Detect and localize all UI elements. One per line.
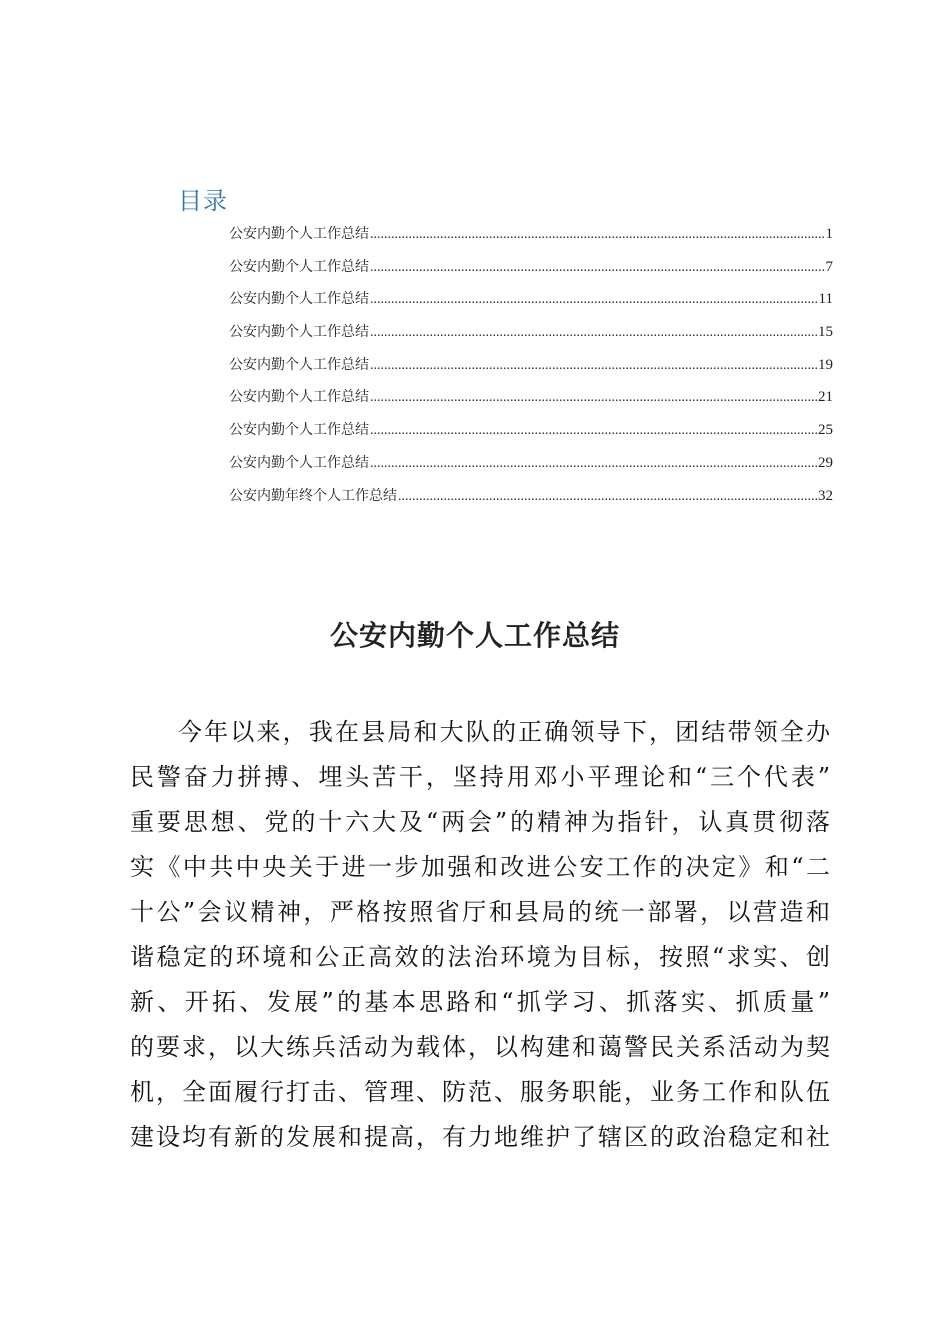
toc-entry[interactable] — [229, 354, 833, 387]
toc-entry[interactable] — [229, 288, 833, 321]
paragraph-line: 今年以来，我在县局和大队的正确领导下，团结带领全办 — [178, 718, 830, 746]
paragraph-line: 机，全面履行打击、管理、防范、服务职能，业务工作和队伍 — [130, 1078, 830, 1106]
paragraph-line: 新、开拓、发展”的基本思路和“抓学习、抓落实、抓质量” — [130, 988, 830, 1016]
toc-entry-title: 公安内勤个人工作总结 — [229, 454, 369, 471]
toc-dot-leader — [370, 423, 817, 439]
body-paragraph — [130, 710, 830, 1160]
paragraph-line: 的要求，以大练兵活动为载体，以构建和蔼警民关系活动为契 — [130, 1033, 830, 1061]
toc-entry[interactable] — [229, 223, 833, 256]
toc-entry[interactable] — [229, 419, 833, 452]
toc-entry-page: 11 — [818, 291, 833, 308]
paragraph-line: 十公”会议精神，严格按照省厅和县局的统一部署，以营造和 — [130, 898, 830, 926]
toc-entry-page: 1 — [825, 226, 833, 242]
toc-entry-title: 公安内勤个人工作总结 — [229, 258, 369, 275]
toc-list — [229, 223, 833, 517]
toc-dot-leader — [370, 358, 817, 374]
toc-dot-leader — [370, 292, 818, 308]
toc-entry[interactable] — [229, 452, 833, 485]
toc-dot-leader — [370, 325, 817, 341]
toc-entry[interactable] — [229, 321, 833, 354]
paragraph-line: 实《中共中央关于进一步加强和改进公安工作的决定》和“二 — [130, 853, 830, 881]
toc-entry-title: 公安内勤个人工作总结 — [229, 291, 369, 308]
toc-entry-title: 公安内勤年终个人工作总结 — [229, 487, 397, 504]
toc-entry-title: 公安内勤个人工作总结 — [229, 356, 369, 373]
toc-entry-page: 19 — [818, 356, 833, 373]
toc-entry[interactable] — [229, 256, 833, 289]
toc-entry-title: 公安内勤个人工作总结 — [229, 226, 369, 242]
toc-entry-page: 29 — [818, 454, 833, 471]
toc-entry-page: 21 — [818, 389, 833, 406]
toc-heading: 目录 — [178, 187, 228, 215]
paragraph-line: 建设均有新的发展和提高，有力地维护了辖区的政治稳定和社 — [130, 1123, 830, 1151]
toc-dot-leader — [370, 390, 817, 406]
toc-entry-title: 公安内勤个人工作总结 — [229, 422, 369, 439]
toc-dot-leader — [370, 260, 825, 276]
toc-entry[interactable] — [229, 386, 833, 419]
toc-entry-page: 15 — [818, 324, 833, 341]
toc-dot-leader — [398, 489, 817, 505]
toc-entry-page: 7 — [825, 258, 833, 275]
paragraph-line: 民警奋力拼搏、埋头苦干，坚持用邓小平理论和“三个代表” — [130, 763, 830, 791]
toc-dot-leader — [370, 227, 825, 243]
paragraph-line: 重要思想、党的十六大及“两会”的精神为指针，认真贯彻落 — [130, 808, 830, 836]
document-title: 公安内勤个人工作总结 — [329, 619, 620, 652]
toc-dot-leader — [370, 456, 817, 472]
toc-entry-title: 公安内勤个人工作总结 — [229, 324, 369, 341]
toc-entry-page: 32 — [818, 487, 833, 504]
toc-entry[interactable] — [229, 485, 833, 518]
toc-entry-page: 25 — [818, 422, 833, 439]
paragraph-line: 谐稳定的环境和公正高效的法治环境为目标，按照“求实、创 — [130, 943, 830, 971]
toc-entry-title: 公安内勤个人工作总结 — [229, 389, 369, 406]
